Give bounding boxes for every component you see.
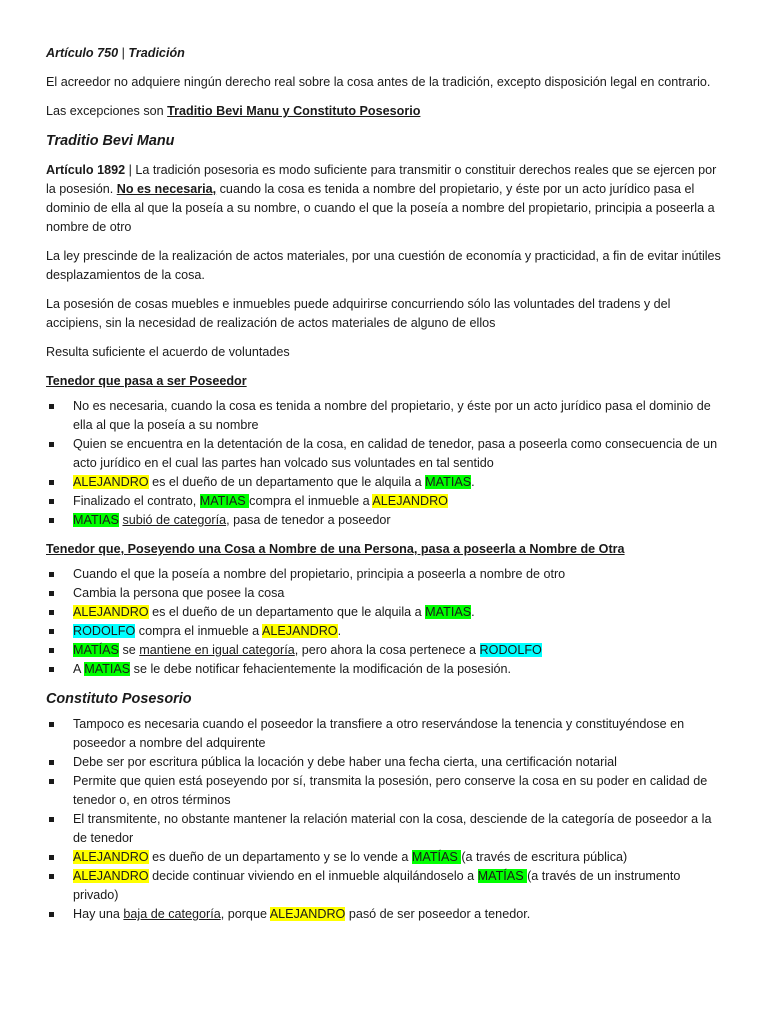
subheading-tenedor-poseedor: Tenedor que pasa a ser Poseedor [46, 374, 247, 388]
list-item: Cuando el que la poseía a nombre del propietario, principia a poseerla a nombre de otro [46, 565, 722, 584]
list-item: ALEJANDRO decide continuar viviendo en el inmueble alquilándoselo a MATÍAS (a través de un instrumento privado) [46, 867, 722, 905]
list-item: Hay una baja de categoría, porque ALEJANDRO pasó de ser poseedor a tenedor. [46, 905, 722, 924]
list-item: No es necesaria, cuando la cosa es tenida a nombre del propietario, y éste por un acto jurídico pasa el dominio de ella al que la poseía a su nombre [46, 397, 722, 435]
paragraph-agreement: Resulta suficiente el acuerdo de voluntades [46, 345, 290, 359]
intro-paragraph: El acreedor no adquiere ningún derecho real sobre la cosa antes de la tradición, excepto disposición legal en contrario. [46, 75, 711, 89]
section-title-traditio: Traditio Bevi Manu [46, 133, 175, 149]
list-item: MATÍAS se mantiene en igual categoría, pero ahora la cosa pertenece a RODOLFO [46, 641, 722, 660]
subheading-cambio-nombre: Tenedor que, Poseyendo una Cosa a Nombre de una Persona, pasa a poseerla a Nombre de Otra [46, 542, 625, 556]
article-750-heading: Artículo 750 | Tradición [46, 46, 185, 60]
section-title-constituto: Constituto Posesorio [46, 691, 192, 707]
list-item: Cambia la persona que posee la cosa [46, 584, 722, 603]
list-tenedor-poseedor [46, 397, 722, 530]
list-item: RODOLFO compra el inmueble a ALEJANDRO. [46, 622, 722, 641]
list-item: A MATIAS se le debe notificar fehacientemente la modificación de la posesión. [46, 660, 722, 679]
list-item: Tampoco es necesaria cuando el poseedor la transfiere a otro reservándose la tenencia y constituyéndose en poseedor a nombre del adquirente [46, 715, 722, 753]
list-cambio-nombre [46, 565, 722, 679]
list-item: ALEJANDRO es el dueño de un departamento que le alquila a MATIAS. [46, 473, 722, 492]
list-item: Quien se encuentra en la detentación de la cosa, en calidad de tenedor, pasa a poseerla como consecuencia de un acto jurídico en el cual las partes han volcado sus voluntades en tal sentido [46, 435, 722, 473]
list-item: Debe ser por escritura pública la locación y debe haber una fecha cierta, una certificación notarial [46, 753, 722, 772]
list-item: Finalizado el contrato, MATIAS compra el inmueble a ALEJANDRO [46, 492, 722, 511]
article-1892-paragraph: Artículo 1892 | La tradición posesoria es modo suficiente para transmitir o constituir derechos reales que se ejercen por la posesión. No es necesaria, cuando la cosa es tenida a nombre del propietario, y éste por un acto jurídico pasa el dominio de ella al que la poseía a su nombre, o cuando el que la poseía a nombre del propietario, principia a poseerla a nombre de otro [46, 163, 717, 234]
list-item: ALEJANDRO es el dueño de un departamento que le alquila a MATIAS. [46, 603, 722, 622]
list-item: ALEJANDRO es dueño de un departamento y se lo vende a MATÍAS (a través de escritura pública) [46, 848, 722, 867]
list-item: MATIAS subió de categoría, pasa de tenedor a poseedor [46, 511, 722, 530]
paragraph-law: La ley prescinde de la realización de actos materiales, por una cuestión de economía y practicidad, a fin de evitar inútiles desplazamientos de la cosa. [46, 249, 721, 282]
list-item: El transmitente, no obstante mantener la relación material con la cosa, desciende de la categoría de poseedor a la de tenedor [46, 810, 722, 848]
list-item: Permite que quien está poseyendo por sí, transmita la posesión, pero conserve la cosa en su poder en calidad de tenedor o, en otros términos [46, 772, 722, 810]
exceptions-paragraph: Las excepciones son Traditio Bevi Manu y Constituto Posesorio [46, 104, 421, 118]
list-constituto [46, 715, 722, 924]
paragraph-possession: La posesión de cosas muebles e inmuebles puede adquirirse concurriendo sólo las voluntades del tradens y del accipiens, sin la necesidad de realización de actos materiales de alguno de ellos [46, 297, 671, 330]
